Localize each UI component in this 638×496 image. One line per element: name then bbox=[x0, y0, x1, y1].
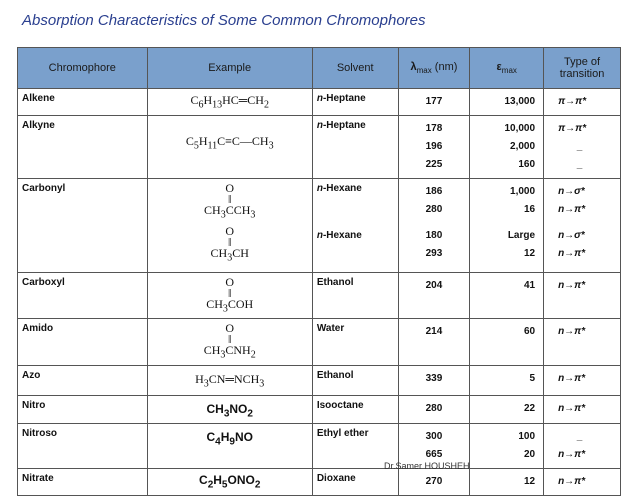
cell-solvent: Isooctane bbox=[312, 395, 398, 423]
cell-lambda: 300 665 bbox=[398, 424, 470, 469]
table-row bbox=[18, 89, 621, 116]
cell-chromophore: Alkene bbox=[18, 89, 148, 116]
cell-example: $H_3CN═NCH_3$ bbox=[147, 365, 312, 395]
table-row bbox=[18, 424, 621, 469]
table-header-row bbox=[18, 48, 621, 89]
cell-epsilon: 5 bbox=[470, 365, 544, 395]
cell-transition: n→π* bbox=[544, 273, 621, 319]
cell-epsilon: 22 bbox=[470, 395, 544, 423]
cell-lambda: 178 196 225 bbox=[398, 116, 470, 179]
cell-transition: π→π* _ _ bbox=[544, 116, 621, 179]
cell-transition: n→π* bbox=[544, 319, 621, 365]
cell-transition: _ n→π* bbox=[544, 424, 621, 469]
cell-epsilon: 10,000 2,000 160 bbox=[470, 116, 544, 179]
cell-lambda: 270 bbox=[398, 469, 470, 496]
cell-example: O ‖ $CH_3CNH_2$ bbox=[147, 319, 312, 365]
table-row bbox=[18, 469, 621, 496]
cell-solvent: n-Heptane bbox=[312, 89, 398, 116]
cell-chromophore: Alkyne bbox=[18, 116, 148, 179]
cell-transition: n→π* bbox=[544, 469, 621, 496]
header-solvent: Solvent bbox=[312, 48, 398, 89]
cell-solvent: Dioxane bbox=[312, 469, 398, 496]
cell-epsilon: 1,000 16 Large 12 bbox=[470, 179, 544, 273]
cell-epsilon: 60 bbox=[470, 319, 544, 365]
table-row bbox=[18, 273, 621, 319]
cell-lambda: 177 bbox=[398, 89, 470, 116]
cell-chromophore: Carboxyl bbox=[18, 273, 148, 319]
table-row bbox=[18, 395, 621, 423]
cell-transition: n→π* bbox=[544, 395, 621, 423]
cell-epsilon: 13,000 bbox=[470, 89, 544, 116]
table-row bbox=[18, 179, 621, 273]
header-epsilon-max: $\varepsilon_{max}$ bbox=[470, 48, 544, 89]
cell-solvent: Ethanol bbox=[312, 273, 398, 319]
cell-example: $C_6H_{13}HC═CH_2$ bbox=[147, 89, 312, 116]
cell-transition: π→π* bbox=[544, 89, 621, 116]
cell-lambda: 186 280 180 293 bbox=[398, 179, 470, 273]
cell-solvent: Ethyl ether bbox=[312, 424, 398, 469]
cell-transition: n→σ* n→π* n→σ* n→π* bbox=[544, 179, 621, 273]
cell-example: $CH_3NO_2$ bbox=[147, 395, 312, 423]
cell-lambda: 204 bbox=[398, 273, 470, 319]
cell-example: O ‖ $CH_3CCH_3$ O ‖ $CH_3CH$ bbox=[147, 179, 312, 273]
cell-transition: n→π* bbox=[544, 365, 621, 395]
chromophore-table bbox=[17, 47, 621, 496]
cell-solvent: n-Hexane n-Hexane bbox=[312, 179, 398, 273]
cell-chromophore: Amido bbox=[18, 319, 148, 365]
cell-epsilon: 41 bbox=[470, 273, 544, 319]
header-lambda-max: $\lambda_{max}$ (nm) bbox=[398, 48, 470, 89]
cell-example: O ‖ $CH_3COH$ bbox=[147, 273, 312, 319]
cell-chromophore: Azo bbox=[18, 365, 148, 395]
page-title: Absorption Characteristics of Some Common Chromophores bbox=[22, 12, 426, 29]
cell-example: $C_4H_9NO$ bbox=[147, 424, 312, 469]
footer-author: Dr.Samer HOUSHEH bbox=[384, 461, 470, 471]
header-example: Example bbox=[147, 48, 312, 89]
cell-lambda: 339 bbox=[398, 365, 470, 395]
cell-chromophore: Nitrate bbox=[18, 469, 148, 496]
cell-lambda: 280 bbox=[398, 395, 470, 423]
cell-epsilon: 100 20 bbox=[470, 424, 544, 469]
cell-chromophore: Nitroso bbox=[18, 424, 148, 469]
cell-solvent: Ethanol bbox=[312, 365, 398, 395]
cell-solvent: n-Heptane bbox=[312, 116, 398, 179]
cell-epsilon: 12 bbox=[470, 469, 544, 496]
table-row bbox=[18, 365, 621, 395]
cell-chromophore: Nitro bbox=[18, 395, 148, 423]
cell-chromophore: Carbonyl bbox=[18, 179, 148, 273]
cell-solvent: Water bbox=[312, 319, 398, 365]
table-row bbox=[18, 116, 621, 179]
cell-example: $C_2H_5ONO_2$ bbox=[147, 469, 312, 496]
header-transition-type: Type of transition bbox=[544, 48, 621, 89]
cell-example: $C_5H_{11}C\equiv C—CH_3$ bbox=[147, 116, 312, 179]
header-chromophore: Chromophore bbox=[18, 48, 148, 89]
cell-lambda: 214 bbox=[398, 319, 470, 365]
table-row bbox=[18, 319, 621, 365]
